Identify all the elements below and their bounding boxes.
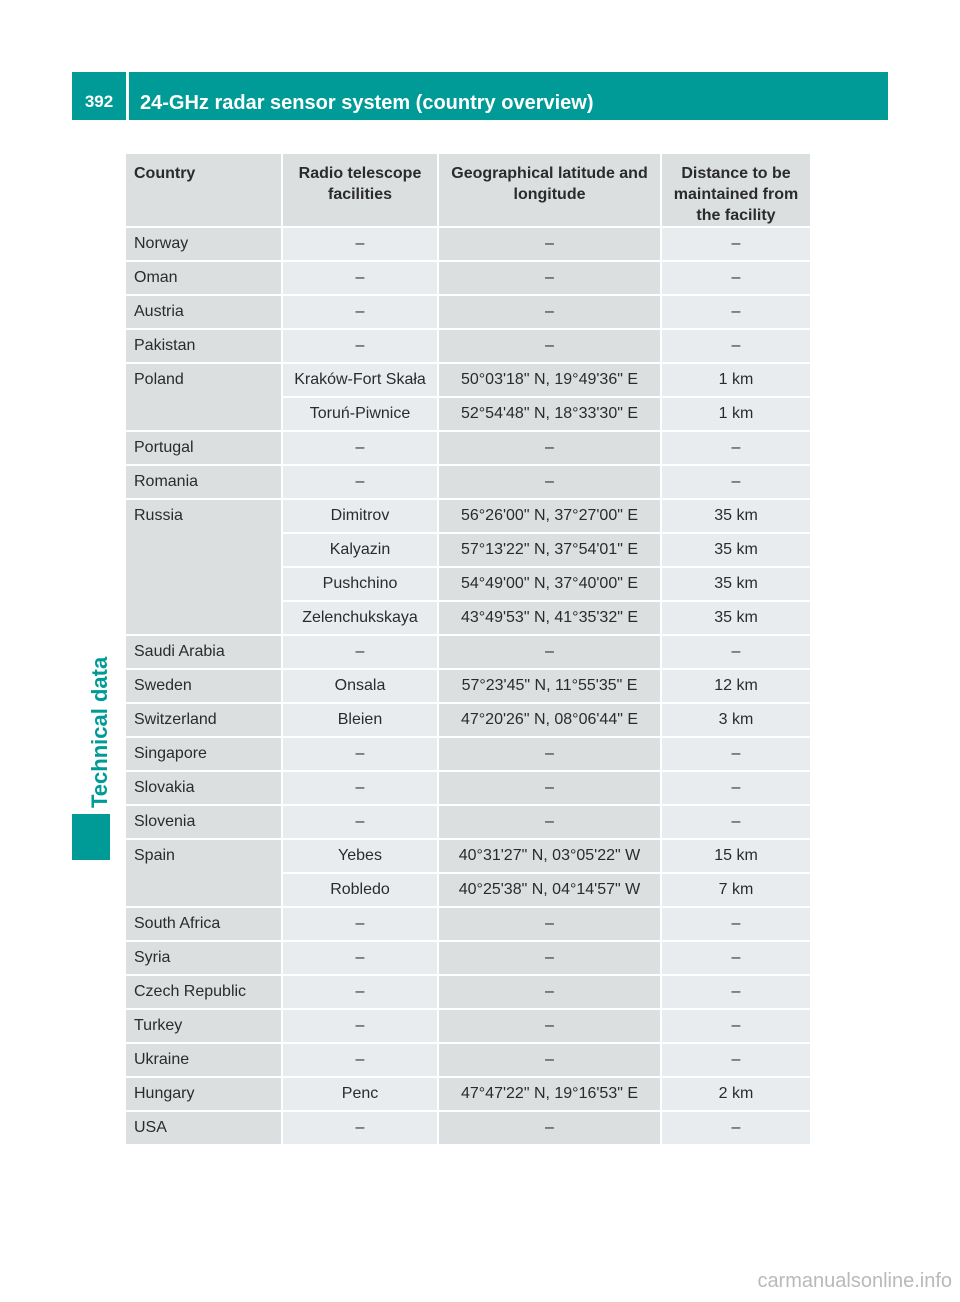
- country-cell: Saudi Arabia: [126, 634, 283, 668]
- facility-cell: Bleien: [283, 702, 439, 736]
- facility-cell: Robledo: [283, 872, 439, 906]
- table-row: [126, 906, 810, 940]
- facility-cell: Zelenchukskaya: [283, 600, 439, 634]
- table-header-row: [126, 154, 810, 226]
- distance-cell: 12 km: [662, 668, 810, 702]
- coordinates-cell: –: [439, 906, 662, 940]
- country-cell: Oman: [126, 260, 283, 294]
- table-row: [126, 668, 810, 702]
- facility-cell: –: [283, 1008, 439, 1042]
- facility-cell: Kraków-Fort Skała: [283, 362, 439, 396]
- coordinates-cell: –: [439, 940, 662, 974]
- country-cell: Switzerland: [126, 702, 283, 736]
- country-cell: Hungary: [126, 1076, 283, 1110]
- country-cell: Portugal: [126, 430, 283, 464]
- distance-cell: –: [662, 430, 810, 464]
- distance-cell: 15 km: [662, 838, 810, 872]
- distance-cell: 35 km: [662, 566, 810, 600]
- distance-cell: 35 km: [662, 532, 810, 566]
- facility-cell: –: [283, 294, 439, 328]
- distance-cell: –: [662, 770, 810, 804]
- facility-cell: Toruń-Piwnice: [283, 396, 439, 430]
- table-row: [126, 838, 810, 872]
- distance-cell: 7 km: [662, 872, 810, 906]
- coordinates-cell: –: [439, 260, 662, 294]
- table-row: [126, 1008, 810, 1042]
- country-cell: Norway: [126, 226, 283, 260]
- coordinates-cell: 50°03'18" N, 19°49'36" E: [439, 362, 662, 396]
- distance-cell: –: [662, 940, 810, 974]
- coordinates-cell: –: [439, 804, 662, 838]
- table-row: [126, 464, 810, 498]
- column-header-country: Country: [126, 154, 283, 226]
- facility-cell: Onsala: [283, 668, 439, 702]
- side-tab-label: Technical data: [87, 656, 112, 808]
- coordinates-cell: 47°20'26" N, 08°06'44" E: [439, 702, 662, 736]
- facility-cell: –: [283, 1110, 439, 1144]
- coordinates-cell: –: [439, 464, 662, 498]
- country-cell: Russia: [126, 498, 283, 634]
- facility-cell: Pushchino: [283, 566, 439, 600]
- coordinates-cell: –: [439, 1008, 662, 1042]
- facility-cell: –: [283, 974, 439, 1008]
- coordinates-cell: 52°54'48" N, 18°33'30" E: [439, 396, 662, 430]
- table-row: [126, 702, 810, 736]
- coordinates-cell: 47°47'22" N, 19°16'53" E: [439, 1076, 662, 1110]
- table-row: [126, 362, 810, 396]
- facility-cell: –: [283, 634, 439, 668]
- distance-cell: 3 km: [662, 702, 810, 736]
- facility-cell: Yebes: [283, 838, 439, 872]
- coordinates-cell: –: [439, 634, 662, 668]
- facility-cell: –: [283, 464, 439, 498]
- facility-cell: –: [283, 770, 439, 804]
- country-cell: Poland: [126, 362, 283, 430]
- coordinates-cell: 57°13'22" N, 37°54'01" E: [439, 532, 662, 566]
- country-cell: Romania: [126, 464, 283, 498]
- coordinates-cell: 40°25'38" N, 04°14'57" W: [439, 872, 662, 906]
- coordinates-cell: 56°26'00" N, 37°27'00" E: [439, 498, 662, 532]
- page-number: 392: [84, 92, 114, 111]
- table-row: [126, 498, 810, 532]
- table-row: [126, 1076, 810, 1110]
- country-cell: Slovakia: [126, 770, 283, 804]
- coordinates-cell: 43°49'53" N, 41°35'32" E: [439, 600, 662, 634]
- facility-cell: –: [283, 906, 439, 940]
- facility-cell: Penc: [283, 1076, 439, 1110]
- distance-cell: 2 km: [662, 1076, 810, 1110]
- facility-cell: –: [283, 226, 439, 260]
- facility-cell: –: [283, 804, 439, 838]
- table-row: [126, 634, 810, 668]
- coordinates-cell: –: [439, 328, 662, 362]
- coordinates-cell: 54°49'00" N, 37°40'00" E: [439, 566, 662, 600]
- facility-cell: Kalyazin: [283, 532, 439, 566]
- country-cell: Singapore: [126, 736, 283, 770]
- table-row: [126, 804, 810, 838]
- facility-cell: –: [283, 260, 439, 294]
- country-cell: Czech Republic: [126, 974, 283, 1008]
- table-row: [126, 294, 810, 328]
- page-header: [72, 72, 888, 120]
- coordinates-cell: –: [439, 736, 662, 770]
- country-cell: Austria: [126, 294, 283, 328]
- coordinates-cell: 40°31'27" N, 03°05'22" W: [439, 838, 662, 872]
- column-header-coordinates: Geographical latitude and longitude: [439, 154, 662, 226]
- country-cell: Slovenia: [126, 804, 283, 838]
- facility-cell: –: [283, 1042, 439, 1076]
- facility-cell: –: [283, 736, 439, 770]
- table-row: [126, 940, 810, 974]
- coordinates-cell: –: [439, 226, 662, 260]
- country-cell: Sweden: [126, 668, 283, 702]
- distance-cell: 1 km: [662, 396, 810, 430]
- watermark-text: carmanualsonline.info: [757, 1270, 952, 1292]
- coordinates-cell: –: [439, 1042, 662, 1076]
- distance-cell: 1 km: [662, 362, 810, 396]
- country-cell: Turkey: [126, 1008, 283, 1042]
- distance-cell: –: [662, 906, 810, 940]
- distance-cell: –: [662, 804, 810, 838]
- distance-cell: –: [662, 328, 810, 362]
- distance-cell: –: [662, 294, 810, 328]
- distance-cell: 35 km: [662, 600, 810, 634]
- country-cell: Ukraine: [126, 1042, 283, 1076]
- facility-cell: –: [283, 430, 439, 464]
- table-row: [126, 1110, 810, 1144]
- table-row: [126, 974, 810, 1008]
- distance-cell: –: [662, 226, 810, 260]
- distance-cell: –: [662, 974, 810, 1008]
- table-row: [126, 260, 810, 294]
- country-cell: Pakistan: [126, 328, 283, 362]
- column-header-distance: Distance to be maintained from the facility: [662, 154, 810, 226]
- facility-cell: –: [283, 940, 439, 974]
- coordinates-cell: –: [439, 1110, 662, 1144]
- column-header-facilities: Radio telescope facilities: [283, 154, 439, 226]
- table-body: [126, 226, 810, 1144]
- coordinates-cell: –: [439, 430, 662, 464]
- side-tab-marker: [72, 814, 110, 860]
- country-overview-table: [126, 154, 810, 1144]
- coordinates-cell: –: [439, 294, 662, 328]
- table-row: [126, 328, 810, 362]
- page-title: 24-GHz radar sensor system (country overview): [140, 92, 594, 114]
- table-row: [126, 226, 810, 260]
- coordinates-cell: –: [439, 770, 662, 804]
- distance-cell: –: [662, 1042, 810, 1076]
- country-cell: South Africa: [126, 906, 283, 940]
- table-row: [126, 1042, 810, 1076]
- table-row: [126, 430, 810, 464]
- table-row: [126, 770, 810, 804]
- header-divider: [126, 72, 129, 120]
- coordinates-cell: –: [439, 974, 662, 1008]
- distance-cell: –: [662, 464, 810, 498]
- distance-cell: –: [662, 634, 810, 668]
- country-cell: Spain: [126, 838, 283, 906]
- table-row: [126, 736, 810, 770]
- distance-cell: –: [662, 1110, 810, 1144]
- distance-cell: –: [662, 1008, 810, 1042]
- distance-cell: –: [662, 260, 810, 294]
- facility-cell: –: [283, 328, 439, 362]
- distance-cell: 35 km: [662, 498, 810, 532]
- facility-cell: Dimitrov: [283, 498, 439, 532]
- country-cell: Syria: [126, 940, 283, 974]
- distance-cell: –: [662, 736, 810, 770]
- coordinates-cell: 57°23'45" N, 11°55'35" E: [439, 668, 662, 702]
- country-cell: USA: [126, 1110, 283, 1144]
